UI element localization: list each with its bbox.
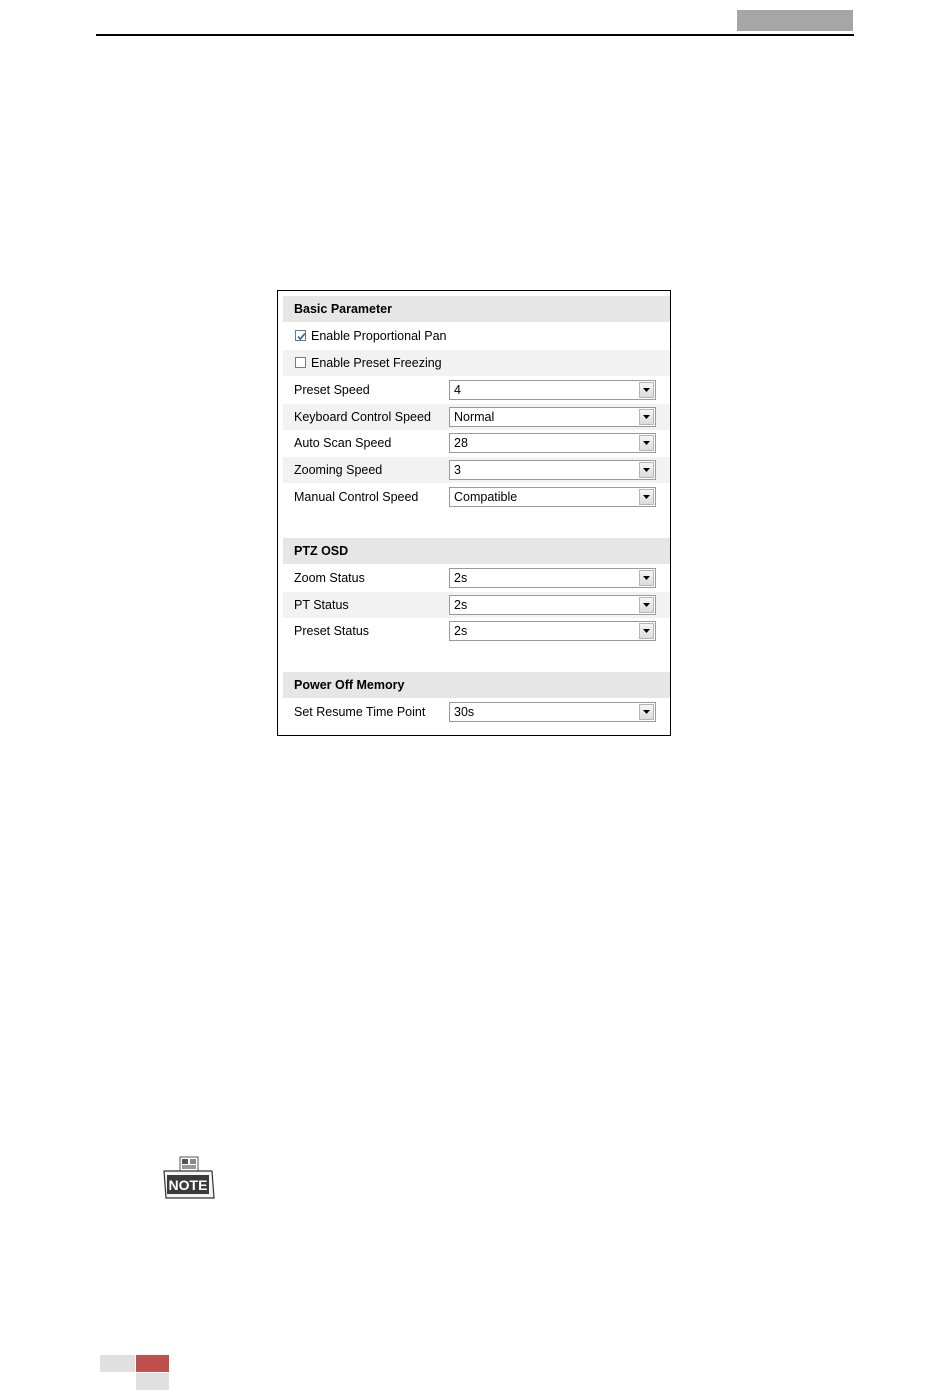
enable-preset-freezing-row[interactable] — [283, 350, 670, 376]
footer-block-gray — [100, 1355, 135, 1372]
enable-proportional-pan-row[interactable] — [283, 323, 670, 349]
set-resume-time-point-label: Set Resume Time Point — [294, 705, 426, 719]
preset-status-value: 2s — [454, 624, 468, 638]
set-resume-time-point-value: 30s — [454, 705, 475, 719]
manual-control-speed-label: Manual Control Speed — [294, 490, 419, 504]
zooming-speed-value: 3 — [454, 463, 461, 477]
keyboard-control-speed-select[interactable] — [449, 407, 656, 427]
preset-status-label: Preset Status — [294, 624, 370, 638]
enable-proportional-pan-checkbox[interactable] — [295, 330, 306, 341]
header-tab — [737, 10, 853, 31]
preset-speed-label: Preset Speed — [294, 383, 370, 397]
set-resume-time-point-row — [283, 699, 670, 725]
auto-scan-speed-value: 28 — [454, 436, 468, 450]
dropdown-arrow-icon[interactable] — [639, 570, 654, 586]
set-resume-time-point-select[interactable] — [449, 702, 656, 722]
auto-scan-speed-select[interactable] — [449, 433, 656, 453]
footer-block-red — [136, 1355, 169, 1372]
zoom-status-select[interactable] — [449, 568, 656, 588]
zoom-status-row — [283, 565, 670, 591]
dropdown-arrow-icon[interactable] — [639, 704, 654, 720]
dropdown-arrow-icon[interactable] — [639, 489, 654, 505]
note-label: NOTE — [168, 1177, 208, 1193]
dropdown-arrow-icon[interactable] — [639, 597, 654, 613]
enable-proportional-pan-label: Enable Proportional Pan — [311, 329, 447, 343]
note-icon — [163, 1156, 215, 1200]
preset-speed-select[interactable] — [449, 380, 656, 400]
auto-scan-speed-row — [283, 430, 670, 456]
preset-status-select[interactable] — [449, 621, 656, 641]
preset-speed-value: 4 — [454, 383, 461, 397]
section-header-ptz-osd: PTZ OSD — [283, 538, 670, 564]
dropdown-arrow-icon[interactable] — [639, 409, 654, 425]
zooming-speed-select[interactable] — [449, 460, 656, 480]
pt-status-label: PT Status — [294, 598, 349, 612]
manual-control-speed-row — [283, 484, 670, 510]
enable-preset-freezing-label: Enable Preset Freezing — [311, 356, 442, 370]
preset-speed-row — [283, 377, 670, 403]
enable-preset-freezing-checkbox[interactable] — [295, 357, 306, 368]
keyboard-control-speed-value: Normal — [454, 410, 495, 424]
zoom-status-value: 2s — [454, 571, 468, 585]
dropdown-arrow-icon[interactable] — [639, 435, 654, 451]
dropdown-arrow-icon[interactable] — [639, 382, 654, 398]
zoom-status-label: Zoom Status — [294, 571, 365, 585]
ptz-settings-panel — [277, 290, 671, 736]
header-rule — [96, 34, 854, 36]
preset-status-row — [283, 618, 670, 644]
dropdown-arrow-icon[interactable] — [639, 462, 654, 478]
dropdown-arrow-icon[interactable] — [639, 623, 654, 639]
checkmark-icon — [296, 331, 307, 342]
keyboard-control-speed-row — [283, 404, 670, 430]
zooming-speed-label: Zooming Speed — [294, 463, 383, 477]
manual-control-speed-value: Compatible — [454, 490, 518, 504]
auto-scan-speed-label: Auto Scan Speed — [294, 436, 392, 450]
section-header-power-off-memory: Power Off Memory — [283, 672, 670, 698]
zooming-speed-row — [283, 457, 670, 483]
section-header-basic-parameter: Basic Parameter — [283, 296, 670, 322]
pt-status-select[interactable] — [449, 595, 656, 615]
pt-status-row — [283, 592, 670, 618]
pt-status-value: 2s — [454, 598, 468, 612]
manual-control-speed-select[interactable] — [449, 487, 656, 507]
footer-block-gray-lower — [136, 1373, 169, 1390]
keyboard-control-speed-label: Keyboard Control Speed — [294, 410, 431, 424]
